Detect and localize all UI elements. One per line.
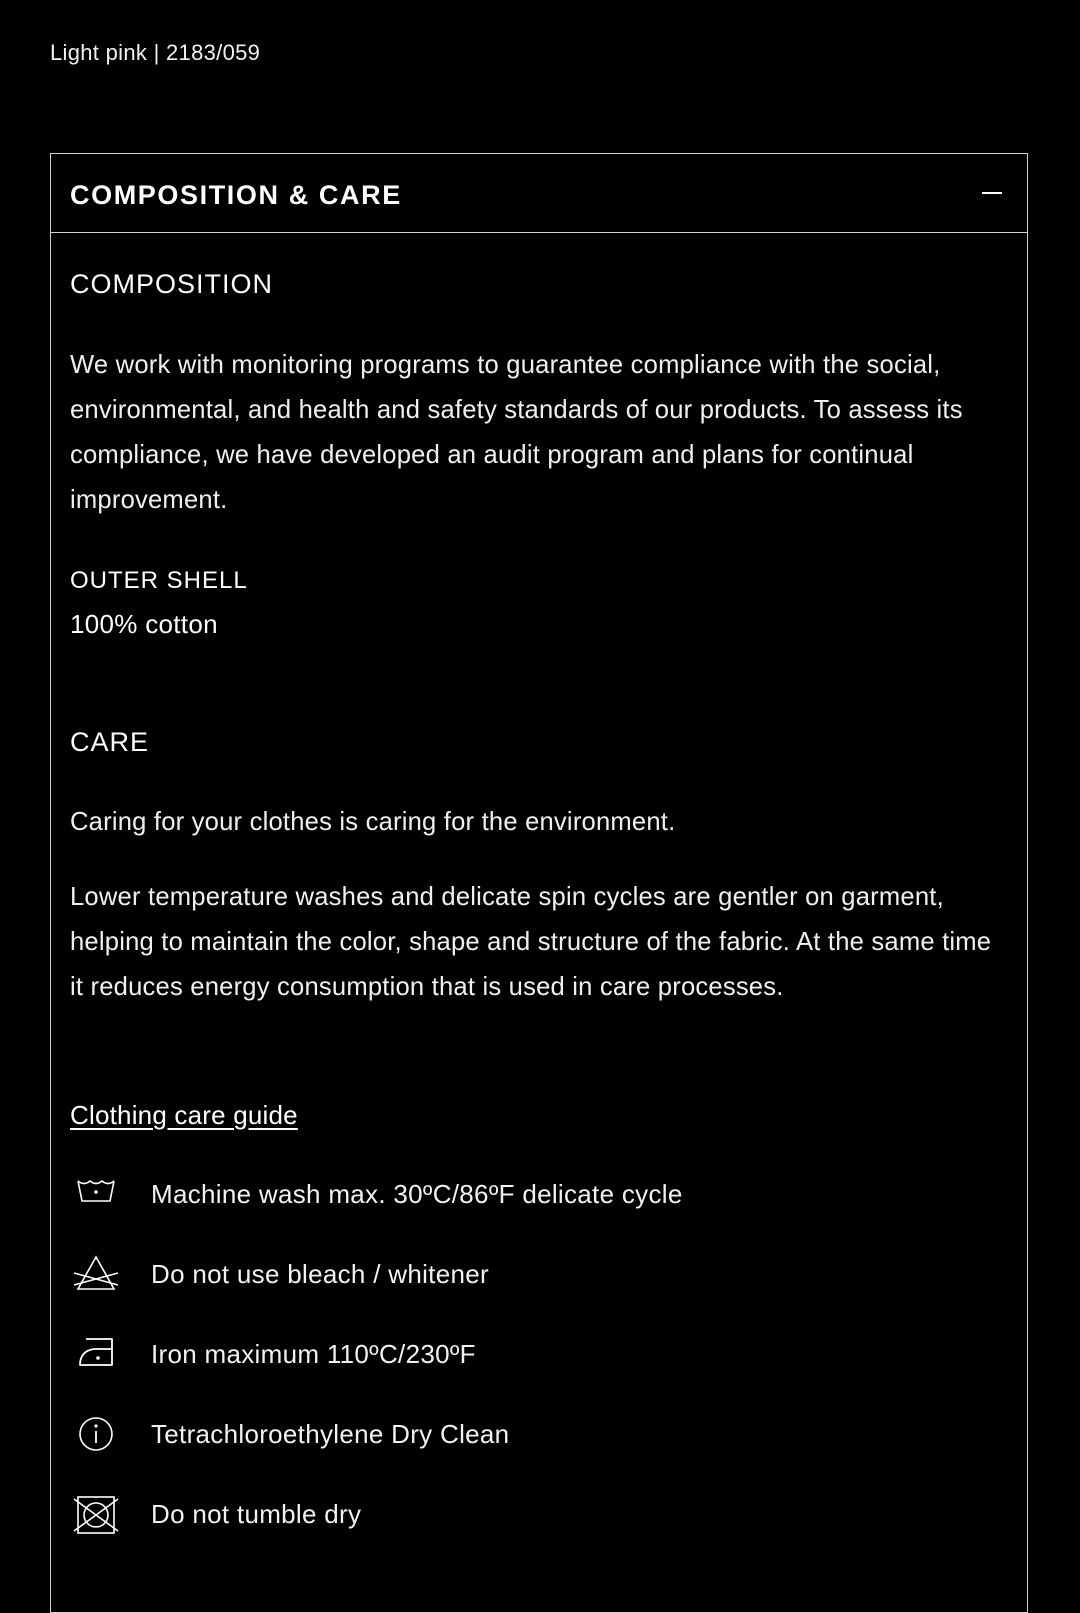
care-instruction-text: Machine wash max. 30ºC/86ºF delicate cycle (151, 1179, 683, 1209)
care-instruction-iron (70, 1331, 1007, 1381)
iron-low-icon (72, 1331, 120, 1379)
care-instruction-tumble-dry (70, 1491, 1007, 1541)
dry-clean-p-icon (72, 1411, 120, 1459)
product-color-reference: Light pink | 2183/059 (50, 40, 261, 65)
machine-wash-30-icon (72, 1171, 120, 1219)
care-instruction-text: Do not use bleach / whitener (151, 1259, 489, 1289)
no-tumble-dry-icon (72, 1491, 120, 1539)
minus-icon[interactable] (982, 192, 1002, 194)
care-instruction-wash (70, 1171, 1007, 1221)
composition-care-panel (50, 153, 1028, 1613)
composition-care-accordion-header[interactable] (51, 154, 1027, 233)
care-title: CARE (70, 727, 150, 757)
care-instruction-dry-clean (70, 1411, 1007, 1461)
care-instruction-bleach (70, 1251, 1007, 1301)
care-instruction-text: Iron maximum 110ºC/230ºF (151, 1339, 476, 1369)
composition-description: We work with monitoring programs to guarantee compliance with the social, environmental, and health and safety standards of our products. To assess its compliance, we have developed an audit program and plans for continual improvement. (70, 351, 963, 514)
care-intro: Caring for your clothes is caring for the environment. (70, 808, 676, 836)
outer-shell-label: OUTER SHELL (70, 567, 248, 594)
clothing-care-guide-link[interactable]: Clothing care guide (70, 1100, 298, 1130)
care-description: Lower temperature washes and delicate spin cycles are gentler on garment, helping to maintain the color, shape and structure of the fabric. At the same time it reduces energy consumption that is used in care processes. (70, 883, 992, 1001)
care-instruction-text: Tetrachloroethylene Dry Clean (151, 1419, 510, 1449)
composition-title: COMPOSITION (70, 269, 274, 299)
outer-shell-value: 100% cotton (70, 609, 218, 639)
panel-title: COMPOSITION & CARE (70, 180, 402, 210)
care-instruction-text: Do not tumble dry (151, 1499, 362, 1529)
no-bleach-icon (72, 1251, 120, 1299)
